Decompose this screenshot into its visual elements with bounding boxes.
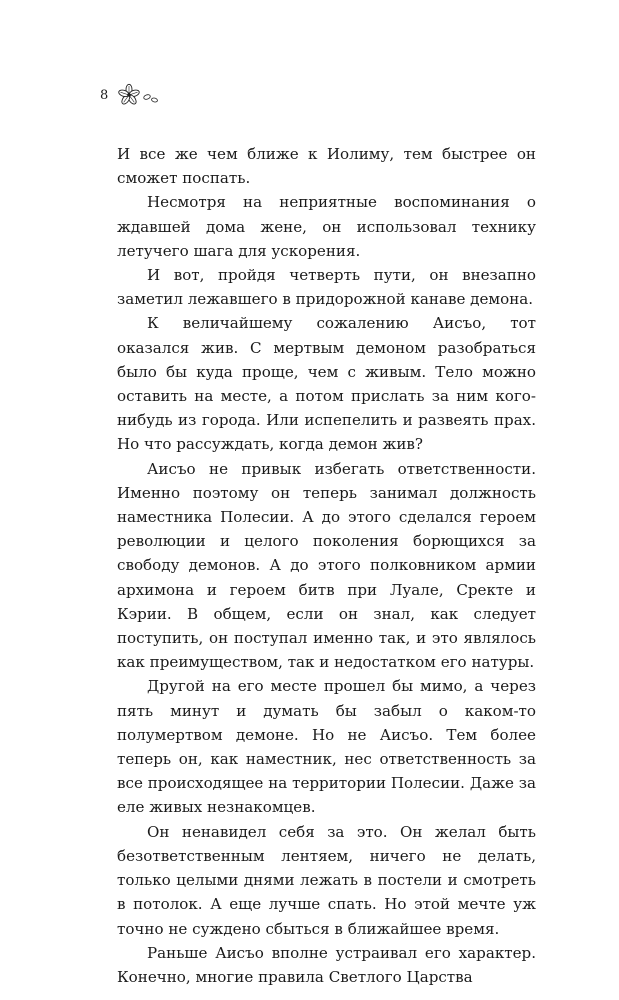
paragraph: К величайшему сожалению Аисъо, тот оказался жив. С мертвым демоном разобраться было бы куда проще, чем с живым. Тело можно оставить на месте, а потом прислать за ним кого-нибудь из города. Или испепелить и развеять прах. Но что рассуждать, когда демон жив? xyxy=(117,314,536,454)
paragraph: Он ненавидел себя за это. Он желал быть безответственным лентяем, ничего не делать, только целыми днями лежать в постели и смотреть в потолок. А еще лучше спать. Но этой мечте уж точно не суждено сбыться в ближайшее время. xyxy=(117,822,536,938)
paragraph: И все же чем ближе к Иолиму, тем быстрее он сможет поспать. xyxy=(117,145,536,188)
flower-and-petals-icon xyxy=(116,83,162,107)
paragraph: Другой на его месте прошел бы мимо, а через пять минут и думать бы забыл о каком-то полумертвом демоне. Но не Аисъо. Тем более теперь он, как наместник, нес ответственность за все происходящее на территории Полесии. Даже за еле живых незнакомцев. xyxy=(117,677,536,817)
body-text xyxy=(117,142,536,989)
page-header xyxy=(100,83,162,107)
paragraph: Раньше Аисъо вполне устраивал его характер. Конечно, многие правила Светлого Царства xyxy=(117,943,536,986)
paragraph: И вот, пройдя четверть пути, он внезапно заметил лежавшего в придорожной канаве демона. xyxy=(117,266,536,309)
paragraph: Несмотря на неприятные воспоминания о ждавшей дома жене, он использовал технику летучего шага для ускорения. xyxy=(117,193,536,260)
paragraph: Аисъо не привык избегать ответственности. Именно поэтому он теперь занимал должность наместника Полесии. А до этого сделался героем революции и целого поколения борющихся за свободу демонов. А до этого полковником армии архимона и героем битв при Луале, Сректе и Кэрии. В общем, если он знал, как следует поступить, он поступал именно так, и это являлось как преимуществом, так и недостатком его натуры. xyxy=(117,459,536,672)
page-number: 8 xyxy=(100,87,109,103)
